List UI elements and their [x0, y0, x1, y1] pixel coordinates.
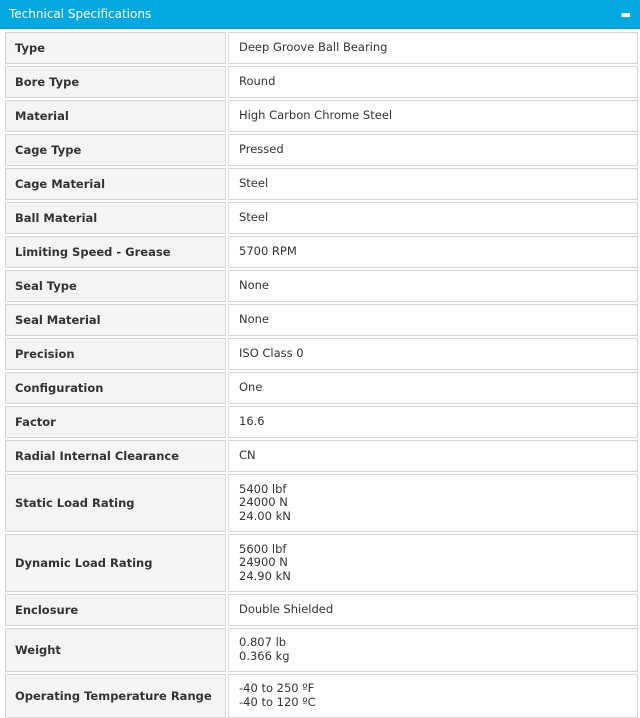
spec-row — [5, 304, 640, 336]
spec-value-line: Deep Groove Ball Bearing — [239, 40, 388, 55]
spec-label: Configuration — [5, 372, 226, 404]
spec-value — [228, 674, 638, 718]
spec-value — [228, 534, 638, 592]
spec-label: Cage Type — [5, 134, 226, 166]
spec-label: Seal Type — [5, 270, 226, 302]
panel-header[interactable] — [0, 0, 640, 29]
spec-label: Precision — [5, 338, 226, 370]
spec-row — [5, 674, 640, 718]
spec-value-line: Steel — [239, 176, 269, 191]
spec-value-line: 5600 lbf — [239, 541, 287, 556]
spec-row — [5, 406, 640, 438]
spec-value — [228, 628, 638, 672]
spec-label: Bore Type — [5, 66, 226, 98]
spec-value-line: Pressed — [239, 142, 284, 157]
spec-label: Static Load Rating — [5, 474, 226, 532]
spec-value — [228, 202, 638, 234]
specifications-table — [0, 29, 640, 718]
spec-value-line: 5400 lbf — [239, 481, 287, 496]
spec-value — [228, 236, 638, 268]
spec-label: Ball Material — [5, 202, 226, 234]
spec-value-line: 24900 N — [239, 555, 288, 570]
spec-value — [228, 134, 638, 166]
spec-value-line: High Carbon Chrome Steel — [239, 108, 393, 123]
spec-value-line: -40 to 120 ºC — [239, 695, 316, 709]
spec-label: Factor — [5, 406, 226, 438]
spec-value — [228, 474, 638, 532]
spec-value — [228, 594, 638, 626]
spec-row — [5, 100, 640, 132]
spec-value — [228, 406, 638, 438]
spec-value — [228, 100, 638, 132]
spec-label: Cage Material — [5, 168, 226, 200]
spec-label: Limiting Speed - Grease — [5, 236, 226, 268]
spec-row — [5, 372, 640, 404]
spec-value-line: -40 to 250 ºF — [239, 681, 315, 696]
spec-value-line: 0.807 lb — [239, 635, 287, 650]
spec-label: Enclosure — [5, 594, 226, 626]
spec-value-line: 0.366 kg — [239, 649, 290, 663]
spec-label: Radial Internal Clearance — [5, 440, 226, 472]
spec-value-line: 24.90 kN — [239, 568, 291, 583]
spec-label: Operating Temperature Range — [5, 674, 226, 718]
spec-value — [228, 270, 638, 302]
spec-value-line: 24.00 kN — [239, 508, 291, 523]
spec-value — [228, 66, 638, 98]
spec-value-line: None — [239, 278, 270, 293]
spec-label: Weight — [5, 628, 226, 672]
spec-value-line: 24000 N — [239, 495, 288, 510]
spec-value-line: ISO Class 0 — [239, 346, 304, 361]
spec-value-line: None — [239, 312, 270, 327]
spec-row — [5, 440, 640, 472]
spec-value-line: Steel — [239, 210, 269, 225]
spec-value-line: 16.6 — [239, 414, 265, 429]
spec-value — [228, 338, 638, 370]
spec-row — [5, 628, 640, 672]
spec-value-line: Double Shielded — [239, 602, 334, 617]
minus-icon[interactable]: ▬ — [620, 7, 631, 21]
spec-row — [5, 270, 640, 302]
spec-value — [228, 372, 638, 404]
spec-row — [5, 474, 640, 532]
spec-row — [5, 236, 640, 268]
spec-row — [5, 202, 640, 234]
spec-row — [5, 168, 640, 200]
spec-row — [5, 338, 640, 370]
spec-value-line: 5700 RPM — [239, 244, 297, 259]
spec-value — [228, 32, 638, 64]
spec-value — [228, 168, 638, 200]
spec-value-line: One — [239, 380, 263, 395]
spec-value-line: Round — [239, 74, 276, 89]
spec-label: Seal Material — [5, 304, 226, 336]
spec-row — [5, 32, 640, 64]
spec-label: Type — [5, 32, 226, 64]
spec-row — [5, 594, 640, 626]
spec-value — [228, 440, 638, 472]
spec-label: Dynamic Load Rating — [5, 534, 226, 592]
spec-row — [5, 134, 640, 166]
spec-value — [228, 304, 638, 336]
spec-label: Material — [5, 100, 226, 132]
spec-row — [5, 66, 640, 98]
panel-title: Technical Specifications — [9, 7, 152, 21]
spec-row — [5, 534, 640, 592]
spec-value-line: CN — [239, 448, 256, 463]
